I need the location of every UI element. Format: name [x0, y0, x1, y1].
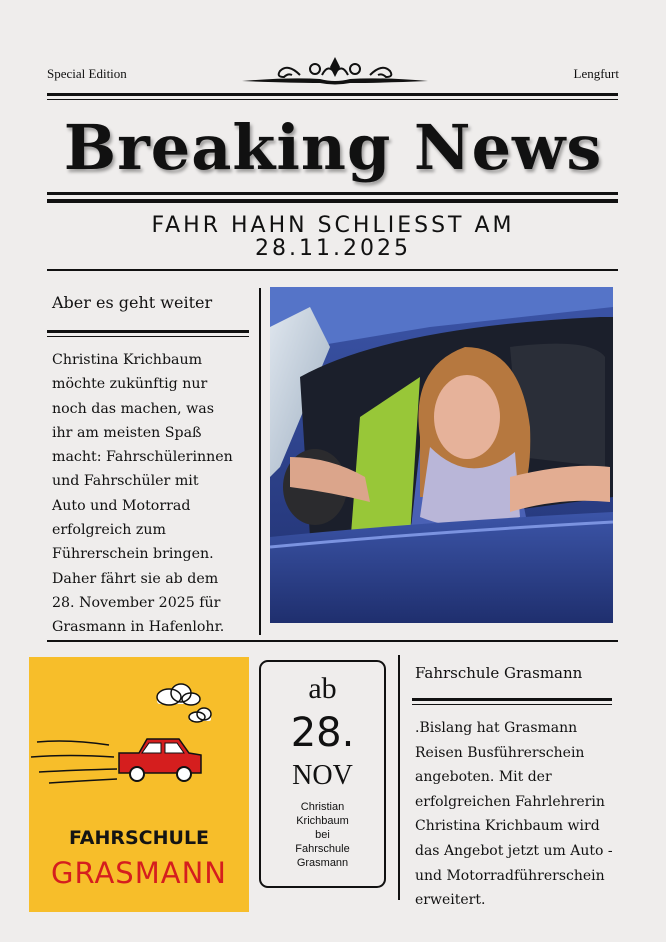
date-note — [265, 800, 380, 870]
date-note-line: bei — [315, 829, 330, 841]
right-body-line: Reisen Busführerschein — [415, 744, 585, 761]
masthead-bottom-rule-thick — [47, 199, 618, 203]
right-body-line: angeboten. Mit der — [415, 769, 552, 786]
headline-rule — [47, 269, 618, 271]
fahrschule-logo — [29, 657, 249, 912]
left-body-line: erfolgreich zum — [52, 522, 166, 539]
logo-name: GRASMANN — [51, 856, 227, 890]
right-heading-rule — [412, 698, 612, 701]
edition-label: Special Edition — [47, 66, 127, 81]
left-article-heading: Aber es geht weiter — [52, 293, 213, 312]
left-body-line: Christina Krichbaum — [52, 352, 203, 368]
masthead-top-rule-thin — [47, 99, 618, 100]
left-body-line: ihr am meisten Spaß — [52, 424, 202, 441]
masthead-title: Breaking News — [63, 111, 603, 184]
left-body-line: 28. November 2025 für — [52, 594, 221, 611]
right-column-divider — [398, 655, 400, 900]
column-divider — [259, 288, 261, 635]
masthead-bottom-rule — [47, 192, 618, 195]
headline — [0, 214, 666, 260]
right-body-line: Christina Krichbaum wird — [415, 818, 600, 835]
date-note-line: Krichbaum — [296, 815, 349, 827]
date-box — [259, 660, 386, 888]
masthead-top-rule — [47, 93, 618, 96]
left-heading-rule — [47, 330, 249, 333]
date-day: 28. — [290, 710, 355, 756]
location-label: Lengfurt — [573, 66, 619, 81]
right-article-body — [415, 716, 645, 913]
right-body-line: .Bislang hat Grasmann — [415, 720, 578, 736]
left-heading-rule-thin — [47, 336, 249, 337]
left-body-line: Daher fährt sie ab dem — [52, 570, 219, 587]
left-body-line: noch das machen, was — [52, 400, 215, 417]
date-note-line: Fahrschule — [295, 843, 350, 855]
logo-title: FAHRSCHULE — [68, 827, 210, 849]
headline-line2: 28.11.2025 — [255, 236, 411, 261]
left-body-line: möchte zukünftig nur — [52, 376, 208, 393]
right-body-line: erfolgreichen Fahrlehrerin — [415, 793, 605, 810]
photo-woman-in-car — [270, 287, 613, 623]
right-body-line: das Angebot jetzt um Auto - — [415, 842, 613, 859]
date-note-line: Christian — [300, 801, 345, 813]
left-article-body — [52, 348, 257, 640]
headline-line1: FAHR HAHN SCHLIESST AM — [151, 213, 515, 238]
left-body-line: Grasmann in Hafenlohr. — [52, 619, 225, 636]
date-prefix: ab — [308, 672, 337, 705]
right-heading-rule-thin — [412, 704, 612, 705]
car-logo-icon — [29, 657, 249, 822]
left-body-line: Auto und Motorrad — [52, 497, 191, 514]
left-body-line: und Fahrschüler mit — [52, 473, 199, 490]
ornament-icon — [240, 55, 430, 91]
right-body-line: erweitert. — [415, 892, 486, 909]
right-article-heading: Fahrschule Grasmann — [415, 664, 583, 682]
section-rule — [47, 640, 618, 642]
right-body-line: und Motorradführerschein — [415, 867, 605, 884]
left-body-line: macht: Fahrschülerinnen — [52, 449, 233, 466]
date-month: NOV — [292, 760, 353, 791]
left-body-line: Führerschein bringen. — [52, 546, 214, 563]
date-note-line: Grasmann — [296, 857, 349, 869]
